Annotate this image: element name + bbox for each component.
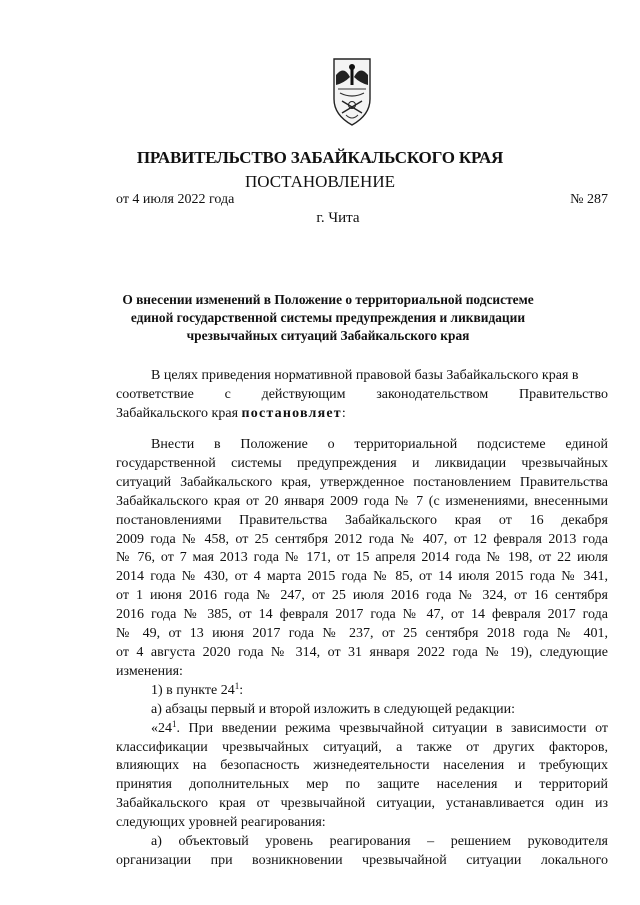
text-fragment: . При введении режима чрезвычайной ситуации в зависимости от [176, 720, 608, 736]
text-line: ситуаций Забайкальского края, утвержденное постановлением Правительства [116, 474, 608, 490]
decree-keyword: постановляет [241, 405, 342, 421]
document-number: № 287 [570, 192, 608, 207]
text-line [116, 405, 608, 424]
quote-line: следующих уровней реагирования: [116, 815, 326, 831]
title-line: чрезвычайных ситуаций Забайкальского края [186, 328, 470, 343]
text-line: № 76, от 7 мая 2013 года № 171, от 15 апреля 2014 года № 198, от 22 июля [116, 550, 608, 566]
quote-line: влияющих на безопасность жизнедеятельности населения и требующих [116, 758, 608, 774]
text-line: 2014 года № 430, от 4 марта 2015 года № 85, от 14 июля 2015 года № 341, [116, 569, 608, 585]
organization-name: ПРАВИТЕЛЬСТВО ЗАБАЙКАЛЬСКОГО КРАЯ [136, 148, 504, 167]
list-item: а) абзацы первый и второй изложить в следующей редакции: [151, 701, 516, 717]
document-type: ПОСТАНОВЛЕНИЕ [244, 172, 395, 191]
coat-of-arms-emblem [328, 55, 376, 131]
quote-line: принятия дополнительных мер по защите населения и территорий [116, 777, 608, 793]
text-line: Забайкальского края от 20 января 2009 года № 7 (с изменениями, внесенными [116, 493, 608, 509]
text-fragment: : [341, 405, 346, 421]
preamble-paragraph [116, 367, 608, 424]
document-date: от 4 июля 2022 года [116, 192, 235, 207]
text-line: соответствие с действующим законодательством Правительство [116, 386, 608, 402]
text-line: 2016 года № 385, от 14 февраля 2017 года № 47, от 14 февраля 2017 года [116, 607, 608, 623]
text-line: В целях приведения нормативной правовой базы Забайкальского края в [151, 368, 579, 383]
main-paragraph [116, 436, 608, 871]
superscript: 1 [172, 718, 177, 729]
title-line: единой государственной системы предупреждения и ликвидации [130, 310, 526, 325]
text-line: от 1 июня 2016 года № 247, от 25 июля 2016 года № 324, от 16 сентября [116, 588, 608, 604]
text-line: от 4 августа 2020 года № 314, от 31 января 2022 года № 19), следующие [116, 644, 608, 660]
superscript: 1 [234, 680, 240, 691]
text-fragment: «24 [151, 720, 172, 736]
text-line: Внести в Положение о территориальной подсистеме единой [151, 437, 608, 452]
document-city: г. Чита [316, 210, 360, 226]
document-title [8, 291, 640, 345]
text-fragment: : [239, 682, 244, 698]
text-line: изменения: [116, 663, 183, 679]
title-line: О внесении изменений в Положение о территориальной подсистеме [122, 292, 534, 307]
sub-item-line: а) объектовый уровень реагирования – решением руководителя [151, 834, 608, 850]
sub-item-line: организации при возникновении чрезвычайной ситуации локального [116, 852, 608, 868]
text-fragment: 1) в пункте 24 [151, 682, 235, 698]
text-line: государственной системы предупреждения и ликвидации чрезвычайных [116, 455, 608, 471]
quote-line: Забайкальского края от чрезвычайной ситуации, устанавливается один из [116, 796, 608, 812]
text-line: № 49, от 13 июня 2017 года № 237, от 25 сентября 2018 года № 401, [116, 626, 608, 642]
quote-line [116, 720, 608, 739]
text-line: 2009 года № 458, от 25 сентября 2012 года № 407, от 12 февраля 2013 года [116, 531, 608, 547]
quote-line: классификации чрезвычайных ситуаций, а также от других факторов, [116, 739, 608, 755]
text-line: постановлениями Правительства Забайкальского края от 16 декабря [116, 512, 608, 528]
list-item [116, 682, 608, 701]
text-fragment: Забайкальского края [116, 405, 242, 421]
